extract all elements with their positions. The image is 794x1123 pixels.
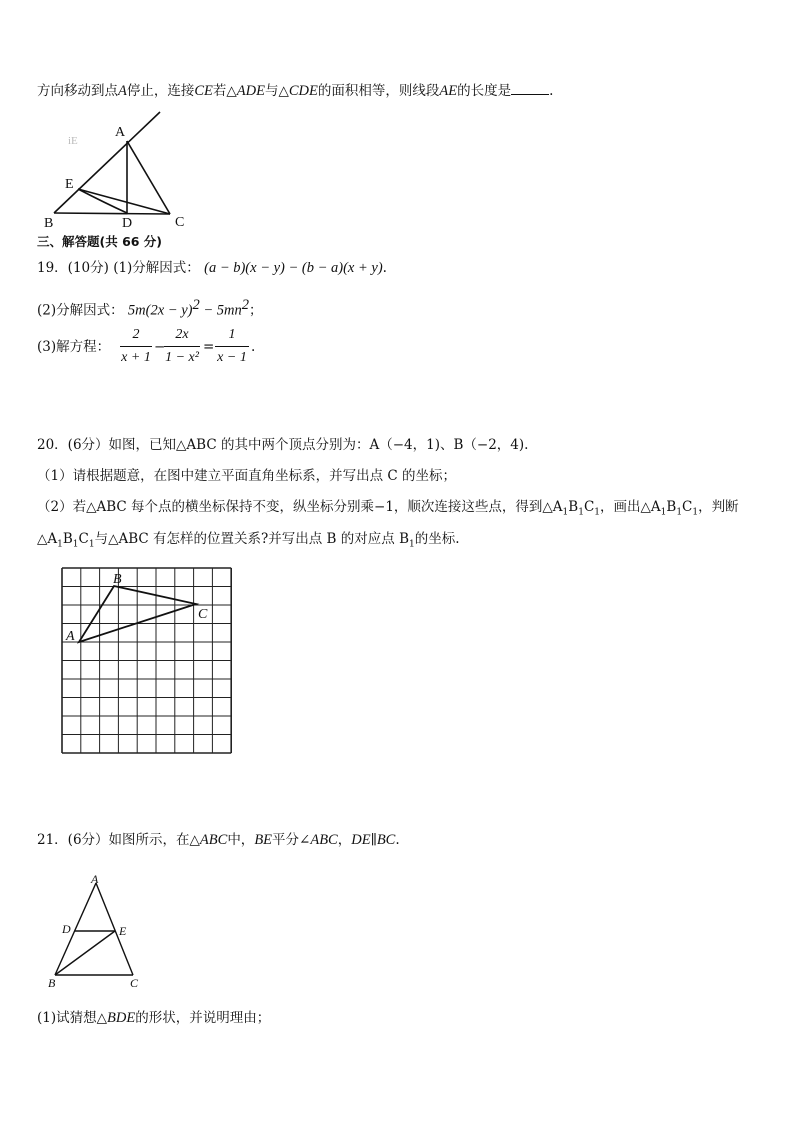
q18-figure [30,108,200,233]
subscript: 1 [409,539,415,550]
q20-text: ，判断 [698,499,739,515]
q21-text: ∥ [370,832,377,848]
q21-var: ABC [199,832,228,848]
grid-lines [62,568,231,753]
q19-line1 [37,259,387,277]
subscript: 1 [594,507,601,518]
label-a: A [66,629,75,644]
segment-ac [96,883,133,975]
subscript: 1 [676,507,683,518]
ray-ba [54,112,160,213]
label-c: C [130,976,139,990]
label-e: E [119,924,127,938]
q20-text: C [682,499,693,515]
label-c: C [198,607,208,622]
q21-text: 21．(6分）如图所示，在△ [37,832,200,848]
segment-ec [78,189,170,214]
q18-text: 若△ [212,83,237,99]
q19-part1-label: (1)分解因式： [113,260,200,276]
fraction-1 [120,325,152,368]
q20-text: （2）若△ABC 每个点的横坐标保持不变，纵坐标分别乘−1，顺次连接这些点，得到△A [37,499,563,515]
q21-var: DE [351,832,371,848]
q18-var-a: A [118,83,127,99]
q20-line2: （1）请根据题意，在图中建立平面直角坐标系，并写出点 C 的坐标； [37,468,457,484]
q21-line1 [37,831,400,849]
fraction-2-denominator: 1 − x² [165,350,199,365]
q19-part1-expression: (a − b)(x − y) − (b − a)(x + y) [204,260,383,276]
q19-part2-expression: 5m(2x − y) [127,302,193,319]
q20-text: B [666,499,677,515]
q19-part2-expression2: − 5mn [199,302,242,319]
q21-text: 的形状，并说明理由； [135,1010,271,1026]
q21-var: ABC [310,832,338,848]
q21-var: BC [376,832,396,848]
q20-text: C [78,531,89,547]
q21-figure [45,872,155,992]
segment-bc [54,213,170,214]
fraction-3-denominator: x − 1 [217,350,247,365]
q19-text: ； [248,302,263,319]
minus-sign: − [154,339,166,355]
q20-text: 的坐标. [414,531,460,547]
fraction-3-numerator: 1 [228,327,236,342]
q21-part1 [37,1009,270,1027]
q20-text: △A [37,531,58,547]
subscript: 1 [692,507,699,518]
q21-var: BE [254,832,273,848]
answer-blank[interactable] [511,82,549,95]
subscript: 1 [660,507,667,518]
label-b: B [48,976,56,990]
subscript: 1 [57,539,63,550]
q20-text: C [583,499,595,515]
q18-var-ae: AE [439,83,458,99]
q21-text: (1)试猜想△ [37,1010,108,1026]
q20-grid-figure [60,566,235,756]
q19-text: . [382,260,387,276]
q20-line1: 20．(6分）如图，已知△ABC 的其中两个顶点分别为：A（−4，1)、B（−2，4). [37,437,529,453]
q19-part3-label: (3)解方程： [37,339,111,355]
label-c: C [175,215,185,230]
q20-text: B [62,531,73,547]
segment-ac [127,141,170,214]
q18-text: 与△ [264,83,289,99]
fraction-1-numerator: 2 [132,327,140,342]
subscript: 1 [578,507,584,518]
q21-text: 平分∠ [272,832,311,848]
fraction-2-numerator: 2x [175,327,189,342]
q21-text: 中， [227,832,255,848]
q18-text: 的面积相等，则线段 [317,83,440,99]
q18-text-line [37,82,553,100]
fraction-3 [215,325,249,368]
q18-text: 的长度是 [457,83,512,99]
watermark-text: iE [68,135,78,147]
q19-exponent2: 2 [241,297,249,313]
subscript: 1 [88,539,95,550]
fraction-bar [164,346,200,347]
q20-line4 [37,530,460,554]
q20-text: 与△ABC 有怎样的位置关系?并写出点 B 的对应点 B [94,531,409,547]
q21-var: BDE [107,1010,136,1026]
q18-var-cde: CDE [288,83,318,99]
q19-exponent: 2 [192,297,200,313]
q20-text: ，画出△A [600,499,661,515]
q20-text: B [568,499,579,515]
q21-text: . [395,832,400,848]
section-title: 三、解答题(共 66 分) [37,234,163,249]
q21-text: ， [337,832,352,848]
fraction-2 [164,325,200,368]
q18-text: 方向移动到点 [37,83,118,99]
fraction-bar [120,346,152,347]
q19-text: . [251,339,256,355]
q18-var-ade: ADE [236,83,265,99]
label-d: D [122,216,133,231]
q20-line3 [37,498,739,522]
subscript: 1 [72,539,79,550]
label-b: B [113,572,122,587]
q18-text: 停止，连接 [126,83,195,99]
label-a: A [115,125,126,140]
label-a: A [91,872,99,886]
subscript: 1 [562,507,569,518]
q19-part2-label: (2)分解因式： [37,302,124,319]
q18-var-ce: CE [194,83,213,99]
question-number: 19．(10分) [37,260,109,276]
label-d: D [62,922,71,936]
q19-line2 [37,296,262,320]
fraction-1-denominator: x + 1 [121,350,151,365]
fraction-bar [215,346,249,347]
label-e: E [65,177,74,192]
equals-sign: = [203,339,215,355]
segment-be [55,931,115,975]
q18-text: . [549,83,554,99]
label-b: B [44,216,54,231]
